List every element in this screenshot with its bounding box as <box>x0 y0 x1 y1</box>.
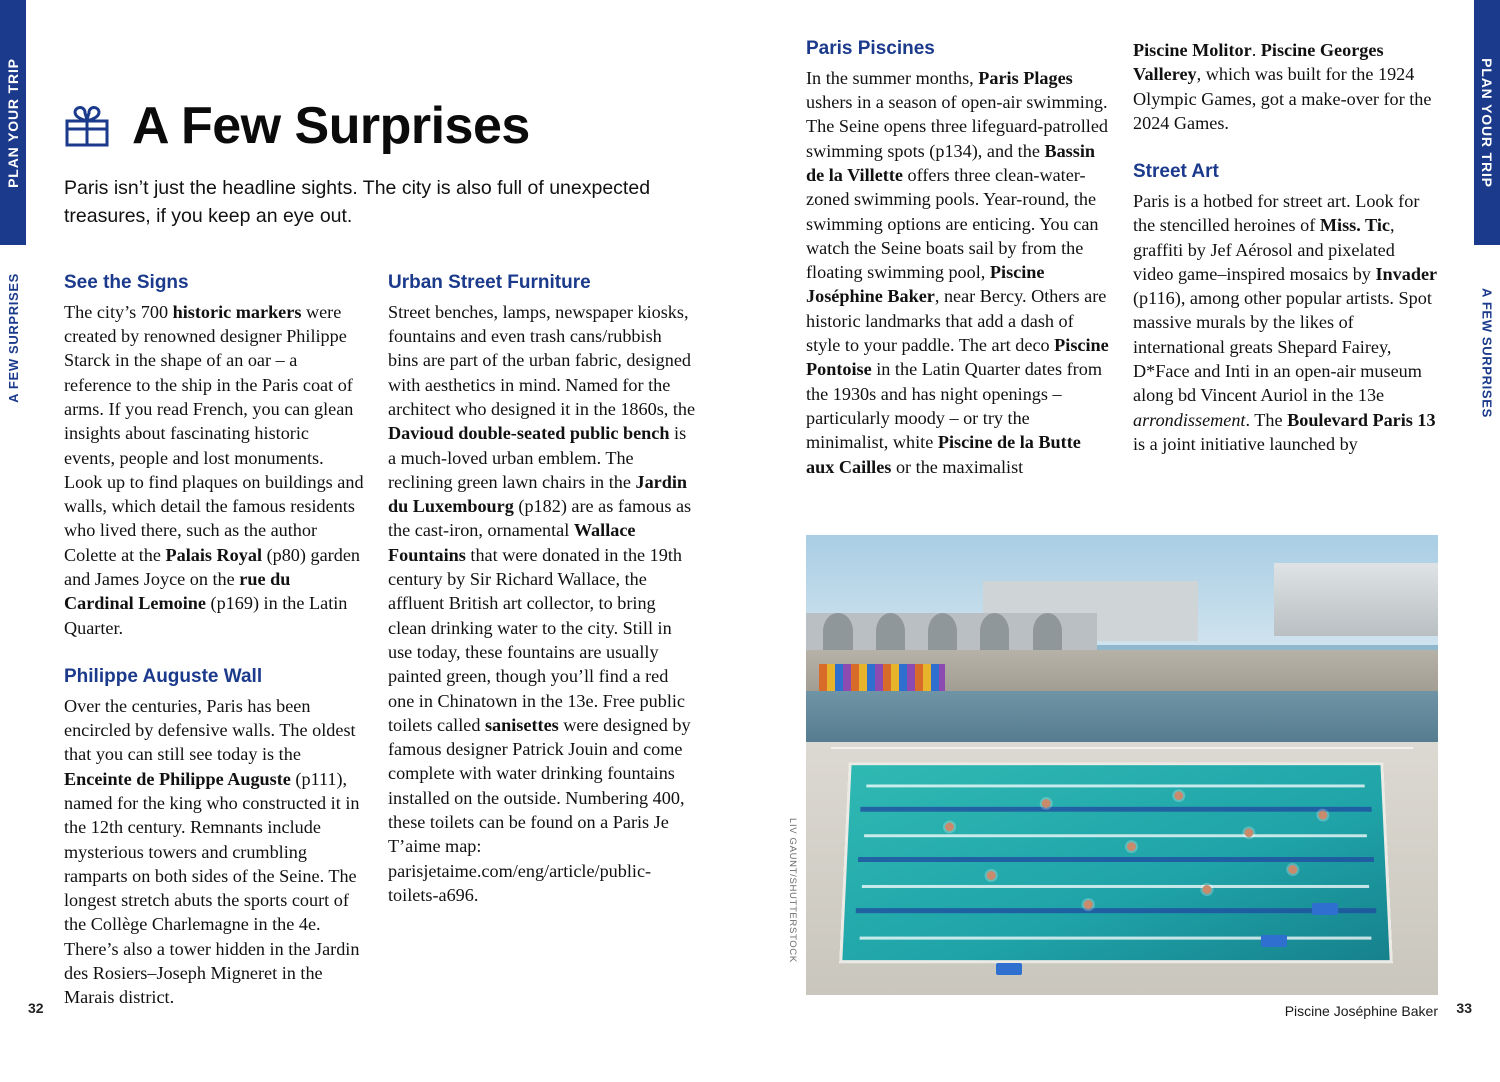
section-tab-right <box>1474 248 1500 458</box>
page-number-left: 32 <box>28 1000 44 1016</box>
photo-swimmer <box>1202 885 1211 894</box>
photo-lounger <box>996 963 1022 975</box>
photo-pool <box>839 763 1392 964</box>
photo-swimmer <box>1288 865 1297 874</box>
body-street-art: Paris is a hotbed for street art. Look for the stencilled heroines of Miss. Tic, graffiti by Jef Aérosol and pixelated video game–inspired mosaics by Invader (p116), among other popular artists. Spot massive murals by the likes of international greats Shepard Fairey, D*Face and Inti in an open-air museum along bd Vincent Auriol in the 13e arrondissement. The Boulevard Paris 13 is a joint initiative launched by <box>1133 190 1438 454</box>
photo-bridge-arch <box>876 613 905 650</box>
body-philippe-auguste-wall: Over the centuries, Paris has been encircled by defensive walls. The oldest that you can still see today is the Enceinte de Philippe Auguste (p111), named for the king who constructed it in the 12th century. Remnants include mysterious towers and crumbling ramparts on both sides of the Seine. The longest stretch abuts the sports court of the Collège Charlemagne in the 4e. There’s also a tower hidden in the Jardin des Rosiers–Joseph Migneret in the Marais district. <box>64 695 360 1008</box>
photo-lane-line <box>862 885 1370 888</box>
title-row <box>64 97 704 155</box>
body-urban-street-furniture: Street benches, lamps, newspaper kiosks, fountains and even trash cans/rubbish bins are part of the urban fabric, designed with aesthetics in mind. Named for the architect who designed it in the 1860s, the Davioud double-seated public bench is a much-loved urban emblem. The reclining green lawn chairs in the Jardin du Luxembourg (p182) are as famous as the cast-iron, ornamental Wallace Fountains that were donated in the 19th century by Sir Richard Wallace, the affluent British art collector, to bring clean drinking water to the city. Still in use today, these fountains are usually painted green, though you’ll find a red one in Chinatown in the 13e. Free public toilets called sanisettes were designed by famous designer Patrick Jouin and come complete with water drinking fountains installed on the outside. Numbering 400, these toilets can be found on a Paris Je T’aime map: parisjetaime.com/eng/article/public-toilets-a696. <box>388 301 696 905</box>
photo-caption: Piscine Joséphine Baker <box>1284 1003 1438 1019</box>
photo-lane-line <box>866 785 1365 788</box>
page-number-right: 33 <box>1456 1000 1472 1016</box>
heading-urban-street-furniture: Urban Street Furniture <box>388 272 591 293</box>
photo-bridge-arch <box>823 613 852 650</box>
page-title: A Few Surprises <box>132 97 530 155</box>
body-paris-piscines-continued: Piscine Molitor. Piscine Georges Vallerey, which was built for the 1924 Olympic Games, got a make-over for the 2024 Games. <box>1133 40 1432 133</box>
photo-swimmer <box>945 823 954 832</box>
column-four <box>1133 38 1438 456</box>
column-one <box>64 272 364 1010</box>
photo-building-right <box>1274 563 1438 637</box>
photo-swimmer <box>986 871 995 880</box>
plan-your-trip-tab-left-label: PLAN YOUR TRIP <box>5 57 21 188</box>
page-header <box>64 97 704 231</box>
body-paris-piscines: In the summer months, Paris Plages ushers in a season of open-air swimming. The Seine opens three lifeguard-patrolled swimming spots (p134), and the Bassin de la Villette offers three clean-water-zoned swimming pools. Year-round, the swimming options are enticing. You can watch the Seine boats sail by from the floating swimming pool, Piscine Joséphine Baker, near Bercy. Others are historic landmarks that add a dash of style to your paddle. The art deco Piscine Pontoise in the Latin Quarter dates from the 1930s and has night openings – particularly moody – or try the minimalist, white Piscine de la Butte aux Cailles or the maximalist <box>806 67 1109 477</box>
photo-bridge-arch <box>1033 613 1062 650</box>
body-see-the-signs: The city’s 700 historic markers were created by renowned designer Philippe Starck in the shape of an oar – a reference to the ship in the Paris coat of arms. If you read French, you can glean insights about fascinating historic events, people and lost monuments. Look up to find plaques on buildings and walls, which detail the famous residents who lived there, such as the author Colette at the Palais Royal (p80) garden and James Joyce on the rue du Cardinal Lemoine (p169) in the Latin Quarter. <box>64 301 364 638</box>
heading-philippe-auguste-wall: Philippe Auguste Wall <box>64 665 263 687</box>
heading-street-art: Street Art <box>1133 161 1219 183</box>
photo-credit: LIV GAUNT/SHUTTERSTOCK <box>787 818 798 963</box>
photo-swimmer <box>1244 829 1253 838</box>
plan-your-trip-tab-left <box>0 0 26 245</box>
photo-swimmer <box>1126 842 1135 851</box>
column-two <box>388 272 696 907</box>
section-tab-right-label: A FEW SURPRISES <box>1479 288 1495 418</box>
photo-lounger <box>1312 903 1338 915</box>
photo-lane-line <box>864 834 1367 837</box>
page-standfirst: Paris isn’t just the headline sights. The city is also full of unexpected treasures, if you keep an eye out. <box>64 177 651 228</box>
photo-piscine-josephine-baker <box>806 535 1438 995</box>
photo-swimmer <box>1174 792 1183 801</box>
photo-railing <box>831 747 1412 749</box>
photo-bridge-arch <box>928 613 957 650</box>
section-tab-left <box>0 248 26 428</box>
section-tab-left-label: A FEW SURPRISES <box>5 273 21 403</box>
column-three <box>806 38 1111 479</box>
photo-swimmer <box>1318 811 1327 820</box>
photo-lane-rope <box>858 858 1374 863</box>
photo-lane-rope <box>860 807 1372 812</box>
photo-lounger <box>1261 935 1287 947</box>
plan-your-trip-tab-right <box>1474 0 1500 245</box>
photo-bridge-arch <box>980 613 1009 650</box>
heading-paris-piscines: Paris Piscines <box>806 38 935 59</box>
photo-figure <box>806 535 1438 995</box>
photo-bridge <box>806 613 1097 650</box>
photo-lane-rope <box>855 909 1376 914</box>
plan-your-trip-tab-right-label: PLAN YOUR TRIP <box>1479 57 1495 188</box>
gift-icon <box>64 104 110 148</box>
heading-see-the-signs: See the Signs <box>64 272 189 293</box>
photo-lane-line <box>860 937 1372 940</box>
